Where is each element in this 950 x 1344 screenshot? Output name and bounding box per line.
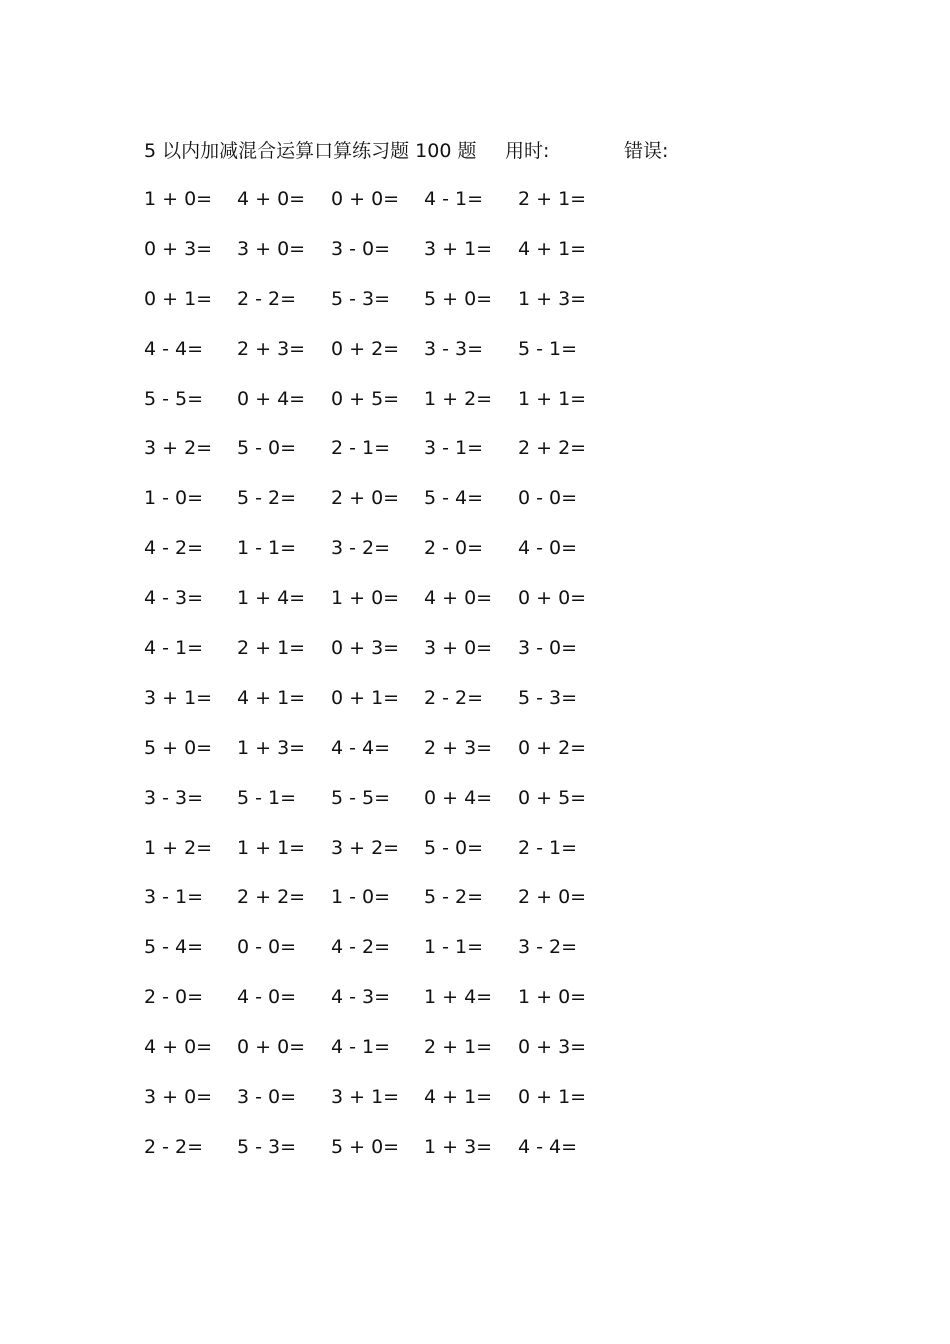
- problem-row: [144, 934, 644, 984]
- problem-item: 2 + 1=: [237, 637, 306, 660]
- problem-item: 2 + 3=: [424, 736, 493, 759]
- problem-item: 2 + 0=: [331, 487, 400, 510]
- problem-item: 2 + 2=: [237, 886, 306, 909]
- problem-item: 2 - 2=: [144, 1135, 204, 1158]
- problem-item: 5 + 0=: [424, 287, 493, 310]
- errors-label: 错误:: [624, 140, 669, 162]
- problem-item: 0 + 1=: [144, 287, 213, 310]
- problem-item: 5 - 3=: [331, 287, 391, 310]
- problem-item: 3 - 3=: [144, 786, 204, 809]
- problem-item: 1 - 0=: [331, 886, 391, 909]
- problem-row: [144, 735, 644, 785]
- problem-item: 1 + 3=: [518, 287, 587, 310]
- problem-item: 4 - 1=: [424, 188, 484, 210]
- problem-item: 1 + 1=: [518, 387, 587, 410]
- problem-item: 3 - 3=: [424, 337, 484, 360]
- problem-item: 1 + 2=: [424, 387, 493, 410]
- problem-item: 2 + 1=: [518, 188, 587, 210]
- problem-item: 3 + 1=: [331, 1086, 400, 1109]
- problem-item: 4 - 1=: [331, 1036, 391, 1059]
- problem-item: 5 - 4=: [424, 487, 484, 510]
- problem-item: 5 - 1=: [518, 337, 578, 360]
- problem-item: 4 - 4=: [144, 337, 204, 360]
- problem-item: 2 + 2=: [518, 437, 587, 460]
- problem-item: 4 + 0=: [424, 587, 493, 610]
- page-title: 5 以内加减混合运算口算练习题 100 题: [144, 140, 477, 162]
- problem-item: 2 - 0=: [424, 537, 484, 560]
- problem-item: 1 + 1=: [237, 836, 306, 859]
- problem-item: 5 - 0=: [237, 437, 297, 460]
- problem-item: 3 - 2=: [518, 936, 578, 959]
- problem-item: 0 + 3=: [331, 637, 400, 660]
- problem-item: 1 - 0=: [144, 487, 204, 510]
- problem-item: 4 - 0=: [237, 986, 297, 1009]
- problem-item: 5 + 0=: [331, 1135, 400, 1158]
- problem-row: [144, 236, 644, 286]
- problem-item: 3 - 0=: [518, 637, 578, 660]
- problem-item: 4 + 1=: [518, 237, 587, 260]
- problem-item: 0 + 2=: [518, 736, 587, 759]
- problem-item: 3 - 0=: [237, 1086, 297, 1109]
- problem-item: 5 - 4=: [144, 936, 204, 959]
- problem-item: 2 + 1=: [424, 1036, 493, 1059]
- problem-item: 0 + 5=: [518, 786, 587, 809]
- problem-row: [144, 685, 644, 735]
- problem-item: 1 + 0=: [144, 188, 213, 210]
- problem-row: [144, 336, 644, 386]
- problem-item: 2 - 2=: [424, 686, 484, 709]
- problem-item: 5 - 3=: [518, 686, 578, 709]
- problem-item: 3 - 1=: [144, 886, 204, 909]
- problem-item: 1 + 2=: [144, 836, 213, 859]
- problem-item: 1 + 4=: [424, 986, 493, 1009]
- problem-item: 3 - 2=: [331, 537, 391, 560]
- time-used-label: 用时:: [505, 140, 550, 162]
- problem-item: 1 + 0=: [331, 587, 400, 610]
- problem-item: 0 + 4=: [424, 786, 493, 809]
- problem-item: 4 - 3=: [331, 986, 391, 1009]
- problem-item: 3 - 0=: [331, 237, 391, 260]
- problem-item: 0 - 0=: [237, 936, 297, 959]
- worksheet-header: [144, 138, 844, 164]
- problem-row: [144, 1084, 644, 1134]
- problem-row: [144, 884, 644, 934]
- problem-row: [144, 435, 644, 485]
- problem-item: 3 + 2=: [331, 836, 400, 859]
- problem-item: 5 - 1=: [237, 786, 297, 809]
- problem-item: 5 - 2=: [424, 886, 484, 909]
- problem-row: [144, 1034, 644, 1084]
- problem-item: 4 + 0=: [144, 1036, 213, 1059]
- problem-item: 5 - 5=: [144, 387, 204, 410]
- problem-item: 5 - 2=: [237, 487, 297, 510]
- problem-row: [144, 386, 644, 436]
- problem-item: 0 + 4=: [237, 387, 306, 410]
- problem-item: 2 + 3=: [237, 337, 306, 360]
- problem-item: 4 - 0=: [518, 537, 578, 560]
- problem-item: 0 - 0=: [518, 487, 578, 510]
- problem-item: 1 + 3=: [237, 736, 306, 759]
- problem-row: [144, 485, 644, 535]
- problem-item: 2 - 0=: [144, 986, 204, 1009]
- problem-row: [144, 984, 644, 1034]
- problem-item: 4 + 0=: [237, 188, 306, 210]
- problem-item: 4 - 2=: [331, 936, 391, 959]
- problem-row: [144, 535, 644, 585]
- problem-item: 3 + 0=: [144, 1086, 213, 1109]
- problem-item: 3 + 0=: [424, 637, 493, 660]
- problem-item: 4 + 1=: [237, 686, 306, 709]
- problem-item: 0 + 0=: [237, 1036, 306, 1059]
- problem-item: 0 + 3=: [144, 237, 213, 260]
- problem-item: 0 + 1=: [518, 1086, 587, 1109]
- problem-row: [144, 835, 644, 885]
- problem-item: 4 - 4=: [518, 1135, 578, 1158]
- problem-row: [144, 1134, 644, 1184]
- problem-item: 2 - 1=: [518, 836, 578, 859]
- problem-item: 3 + 2=: [144, 437, 213, 460]
- problem-item: 3 + 1=: [144, 686, 213, 709]
- problem-item: 0 + 2=: [331, 337, 400, 360]
- problem-item: 2 + 0=: [518, 886, 587, 909]
- problem-item: 0 + 3=: [518, 1036, 587, 1059]
- problem-item: 4 - 2=: [144, 537, 204, 560]
- problem-item: 4 - 4=: [331, 736, 391, 759]
- problem-item: 3 + 1=: [424, 237, 493, 260]
- problem-item: 5 - 3=: [237, 1135, 297, 1158]
- problem-item: 0 + 0=: [331, 188, 400, 210]
- problem-item: 0 + 5=: [331, 387, 400, 410]
- problem-item: 4 - 1=: [144, 637, 204, 660]
- problem-item: 1 - 1=: [424, 936, 484, 959]
- problem-item: 1 + 3=: [424, 1135, 493, 1158]
- problem-item: 3 - 1=: [424, 437, 484, 460]
- problem-item: 1 + 0=: [518, 986, 587, 1009]
- problem-item: 3 + 0=: [237, 237, 306, 260]
- problem-item: 0 + 1=: [331, 686, 400, 709]
- problem-item: 4 + 1=: [424, 1086, 493, 1109]
- problem-item: 2 - 2=: [237, 287, 297, 310]
- problem-item: 5 - 5=: [331, 786, 391, 809]
- problem-row: [144, 585, 644, 635]
- problem-item: 5 - 0=: [424, 836, 484, 859]
- problem-item: 1 + 4=: [237, 587, 306, 610]
- problem-row: [144, 186, 644, 236]
- problem-row: [144, 286, 644, 336]
- problem-item: 1 - 1=: [237, 537, 297, 560]
- problem-item: 5 + 0=: [144, 736, 213, 759]
- problem-item: 4 - 3=: [144, 587, 204, 610]
- problem-grid: [144, 186, 644, 1184]
- problem-row: [144, 785, 644, 835]
- problem-item: 2 - 1=: [331, 437, 391, 460]
- problem-item: 0 + 0=: [518, 587, 587, 610]
- problem-row: [144, 635, 644, 685]
